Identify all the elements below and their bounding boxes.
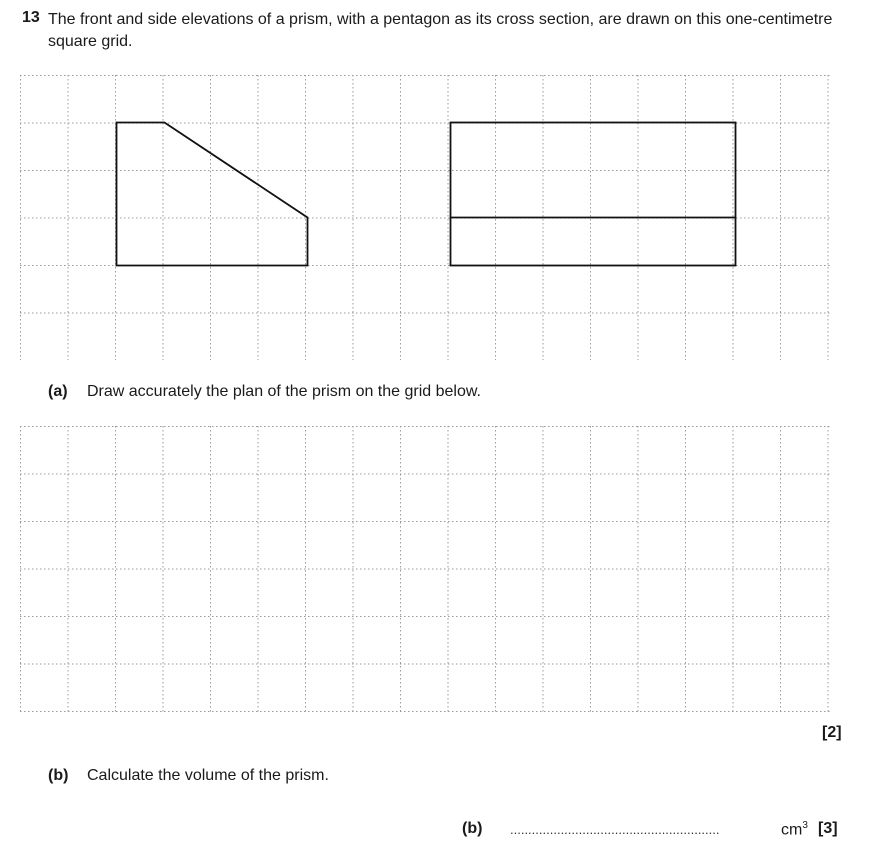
front-elevation-pentagon: [117, 123, 308, 266]
part-b-text: Calculate the volume of the prism.: [87, 767, 329, 784]
part-b-label: (b): [48, 767, 69, 784]
side-elevation-rectangle: [451, 123, 736, 266]
part-a-marks: [2]: [822, 724, 842, 741]
elevations-grid: [20, 75, 832, 361]
unit-text: cm: [781, 821, 803, 839]
part-b-marks: [3]: [818, 820, 838, 837]
plan-drawing-grid[interactable]: [20, 426, 832, 714]
part-a-label: (a): [48, 383, 68, 400]
answer-dotted-line[interactable]: ..........................................................: [510, 822, 720, 837]
part-a-text: Draw accurately the plan of the prism on the grid below.: [87, 383, 481, 400]
answer-part-label: (b): [462, 820, 483, 837]
answer-unit: [781, 820, 808, 839]
question-number: 13: [22, 9, 40, 26]
unit-power: 3: [802, 820, 808, 831]
question-text: The front and side elevations of a prism, with a pentagon as its cross section, are drawn on this one-centimetre square grid.: [48, 11, 833, 50]
